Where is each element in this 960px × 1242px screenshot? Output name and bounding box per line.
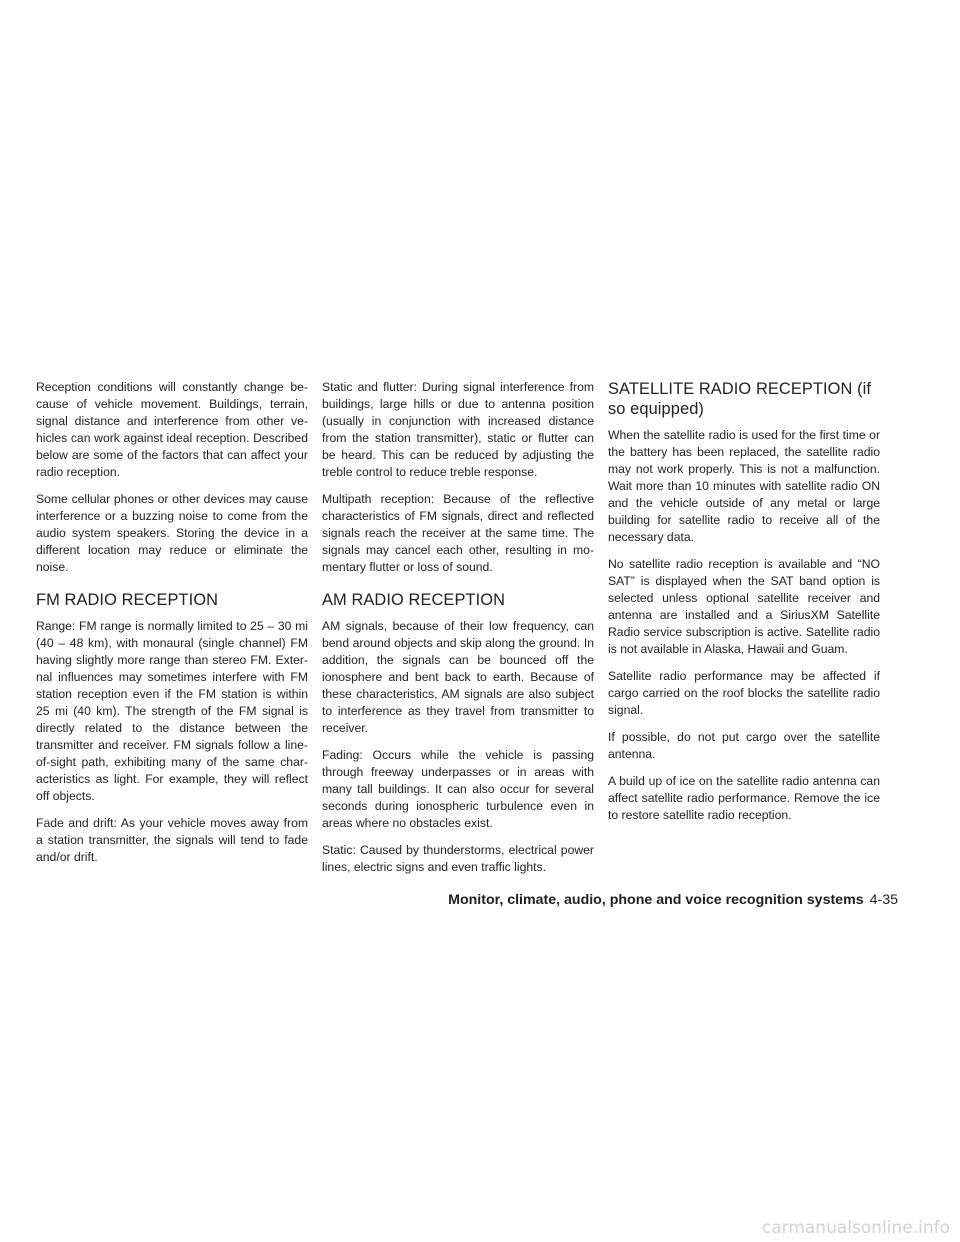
watermark: carmanualsonline.info: [761, 1218, 950, 1238]
am-signals-paragraph: AM signals, because of their low frequency, can bend around objects and skip along the ground. In addition, the signals can be bounced off the ionosphere and bent back to earth. Because of these characteristics, AM signals are also subject to interference as they travel from transmitter to receiver.: [322, 619, 594, 735]
page-number: 4-35: [869, 892, 898, 908]
am-radio-heading: AM RADIO RECEPTION: [322, 591, 506, 609]
column-right: [608, 379, 880, 834]
fm-range-paragraph: Range: FM range is normally limited to 25 – 30 mi (40 – 48 km), with monaural (single channel) FM having slightly more range than stereo FM. External influences may sometimes interfere with FM station reception even if the FM station is within 25 mi (40 km). The strength of the FM signal is directly related to the distance between the transmitter and receiver. FM signals follow a line-of-sight path, exhibiting many of the same characteristics as light. For example, they will reflect off objects.: [36, 619, 308, 803]
cargo-advice-paragraph: If possible, do not put cargo over the satellite antenna.: [608, 730, 880, 761]
no-sat-paragraph: No satellite radio reception is available and “NO SAT” is displayed when the SAT band option is selected unless optional satellite receiver and antenna are installed and a SiriusXM Satellite Radio service subscription is active. Satellite radio is not available in Alaska, Hawaii and Guam.: [608, 557, 880, 656]
multipath-paragraph: Multipath reception: Because of the reflective characteristics of FM signals, direct and reflected signals reach the receiver at the same time. The signals may cancel each other, resulting in momentary flutter or loss of sound.: [322, 492, 594, 574]
fading-paragraph: Fading: Occurs while the vehicle is passing through freeway underpasses or in areas with many tall buildings. It can also occur for several seconds during ionospheric turbulence even in areas where no obstacles exist.: [322, 748, 594, 830]
static-flutter-paragraph: Static and flutter: During signal interference from buildings, large hills or due to antenna position (usually in conjunction with increased distance from the station transmitter), static or flutter can be heard. This can be reduced by adjusting the treble control to reduce treble response.: [322, 380, 594, 479]
cargo-affect-paragraph: Satellite radio performance may be affected if cargo carried on the roof blocks the satellite radio signal.: [608, 669, 880, 717]
fade-drift-paragraph: Fade and drift: As your vehicle moves away from a station transmitter, the signals will tend to fade and/or drift.: [36, 816, 308, 864]
satellite-radio-heading: SATELLITE RADIO RECEPTION (if so equipped): [608, 380, 872, 418]
page-footer: [448, 892, 898, 908]
ice-paragraph: A build up of ice on the satellite radio antenna can affect satellite radio performance. Remove the ice to restore satellite radio reception.: [608, 774, 880, 822]
intro-paragraph: Reception conditions will constantly change because of vehicle movement. Buildings, terrain, signal distance and interference from other vehicles can work against ideal reception. Described below are some of the factors that can affect your radio reception.: [36, 380, 308, 479]
fm-radio-heading: FM RADIO RECEPTION: [36, 591, 219, 609]
footer-section-title: Monitor, climate, audio, phone and voice recognition systems: [448, 892, 864, 908]
static-paragraph: Static: Caused by thunderstorms, electrical power lines, electric signs and even traffic lights.: [322, 843, 594, 874]
cellular-interference-paragraph: Some cellular phones or other devices may cause interference or a buzzing noise to come from the audio system speakers. Storing the device in a different location may reduce or eliminate the noise.: [36, 492, 308, 574]
column-left: [36, 379, 308, 876]
column-middle: [322, 379, 594, 886]
satellite-first-use-paragraph: When the satellite radio is used for the first time or the battery has been replaced, the satellite radio may not work properly. This is not a malfunction. Wait more than 10 minutes with satellite radio ON and the vehicle outside of any metal or large building for satellite radio to receive all of the necessary data.: [608, 428, 880, 544]
